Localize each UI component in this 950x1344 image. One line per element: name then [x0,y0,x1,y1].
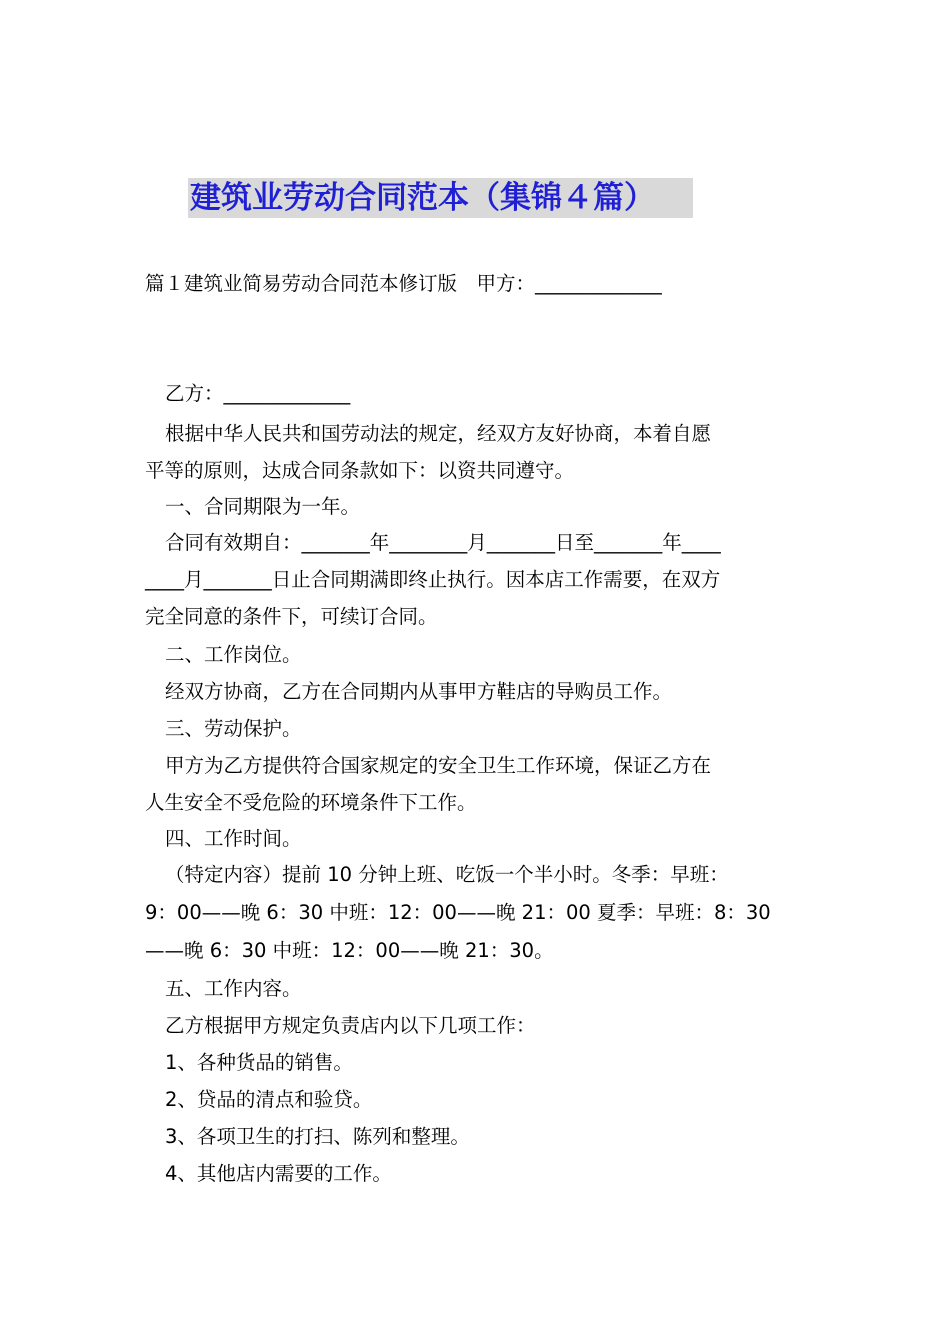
paragraph-line: ____月_______日止合同期满即终止执行。因本店工作需要，在双方 [145,568,721,591]
document-title: 建筑业劳动合同范本（集锦４篇） [188,178,693,218]
clause-heading: 一、合同期限为一年。 [165,495,361,518]
clause-heading: 四、工作时间。 [165,827,302,850]
paragraph-line: 平等的原则，达成合同条款如下：以资共同遵守。 [145,459,575,482]
clause-heading: 三、劳动保护。 [165,717,302,740]
party-b-line: 乙方：_____________ [165,382,351,405]
paragraph-line: 甲方为乙方提供符合国家规定的安全卫生工作环境，保证乙方在 [165,754,712,777]
list-item: 3、各项卫生的打扫、陈列和整理。 [165,1125,470,1148]
list-item: 1、各种货品的销售。 [165,1051,353,1074]
clause-heading: 五、工作内容。 [165,977,302,1000]
paragraph-line: 根据中华人民共和国劳动法的规定，经双方友好协商，本着自愿 [165,422,712,445]
paragraph-line: 经双方协商，乙方在合同期内从事甲方鞋店的导购员工作。 [165,680,673,703]
paragraph-line: ——晚 6：30 中班：12：00——晚 21：30。 [145,939,554,962]
paragraph-line: 合同有效期自：_______年________月_______日至_______年____ [165,531,721,554]
paragraph-line: 乙方根据甲方规定负责店内以下几项工作： [165,1014,536,1037]
section-heading: 篇１建筑业简易劳动合同范本修订版 甲方：_____________ [145,272,662,295]
paragraph-line: 完全同意的条件下，可续订合同。 [145,605,438,628]
clause-heading: 二、工作岗位。 [165,643,302,666]
paragraph-line: 9：00——晚 6：30 中班：12：00——晚 21：00 夏季：早班：8：30 [145,901,771,924]
list-item: 2、贷品的清点和验贷。 [165,1088,373,1111]
paragraph-line: 人生安全不受危险的环境条件下工作。 [145,791,477,814]
paragraph-line: （特定内容）提前 10 分钟上班、吃饭一个半小时。冬季：早班： [165,863,729,886]
list-item: 4、其他店内需要的工作。 [165,1162,392,1185]
